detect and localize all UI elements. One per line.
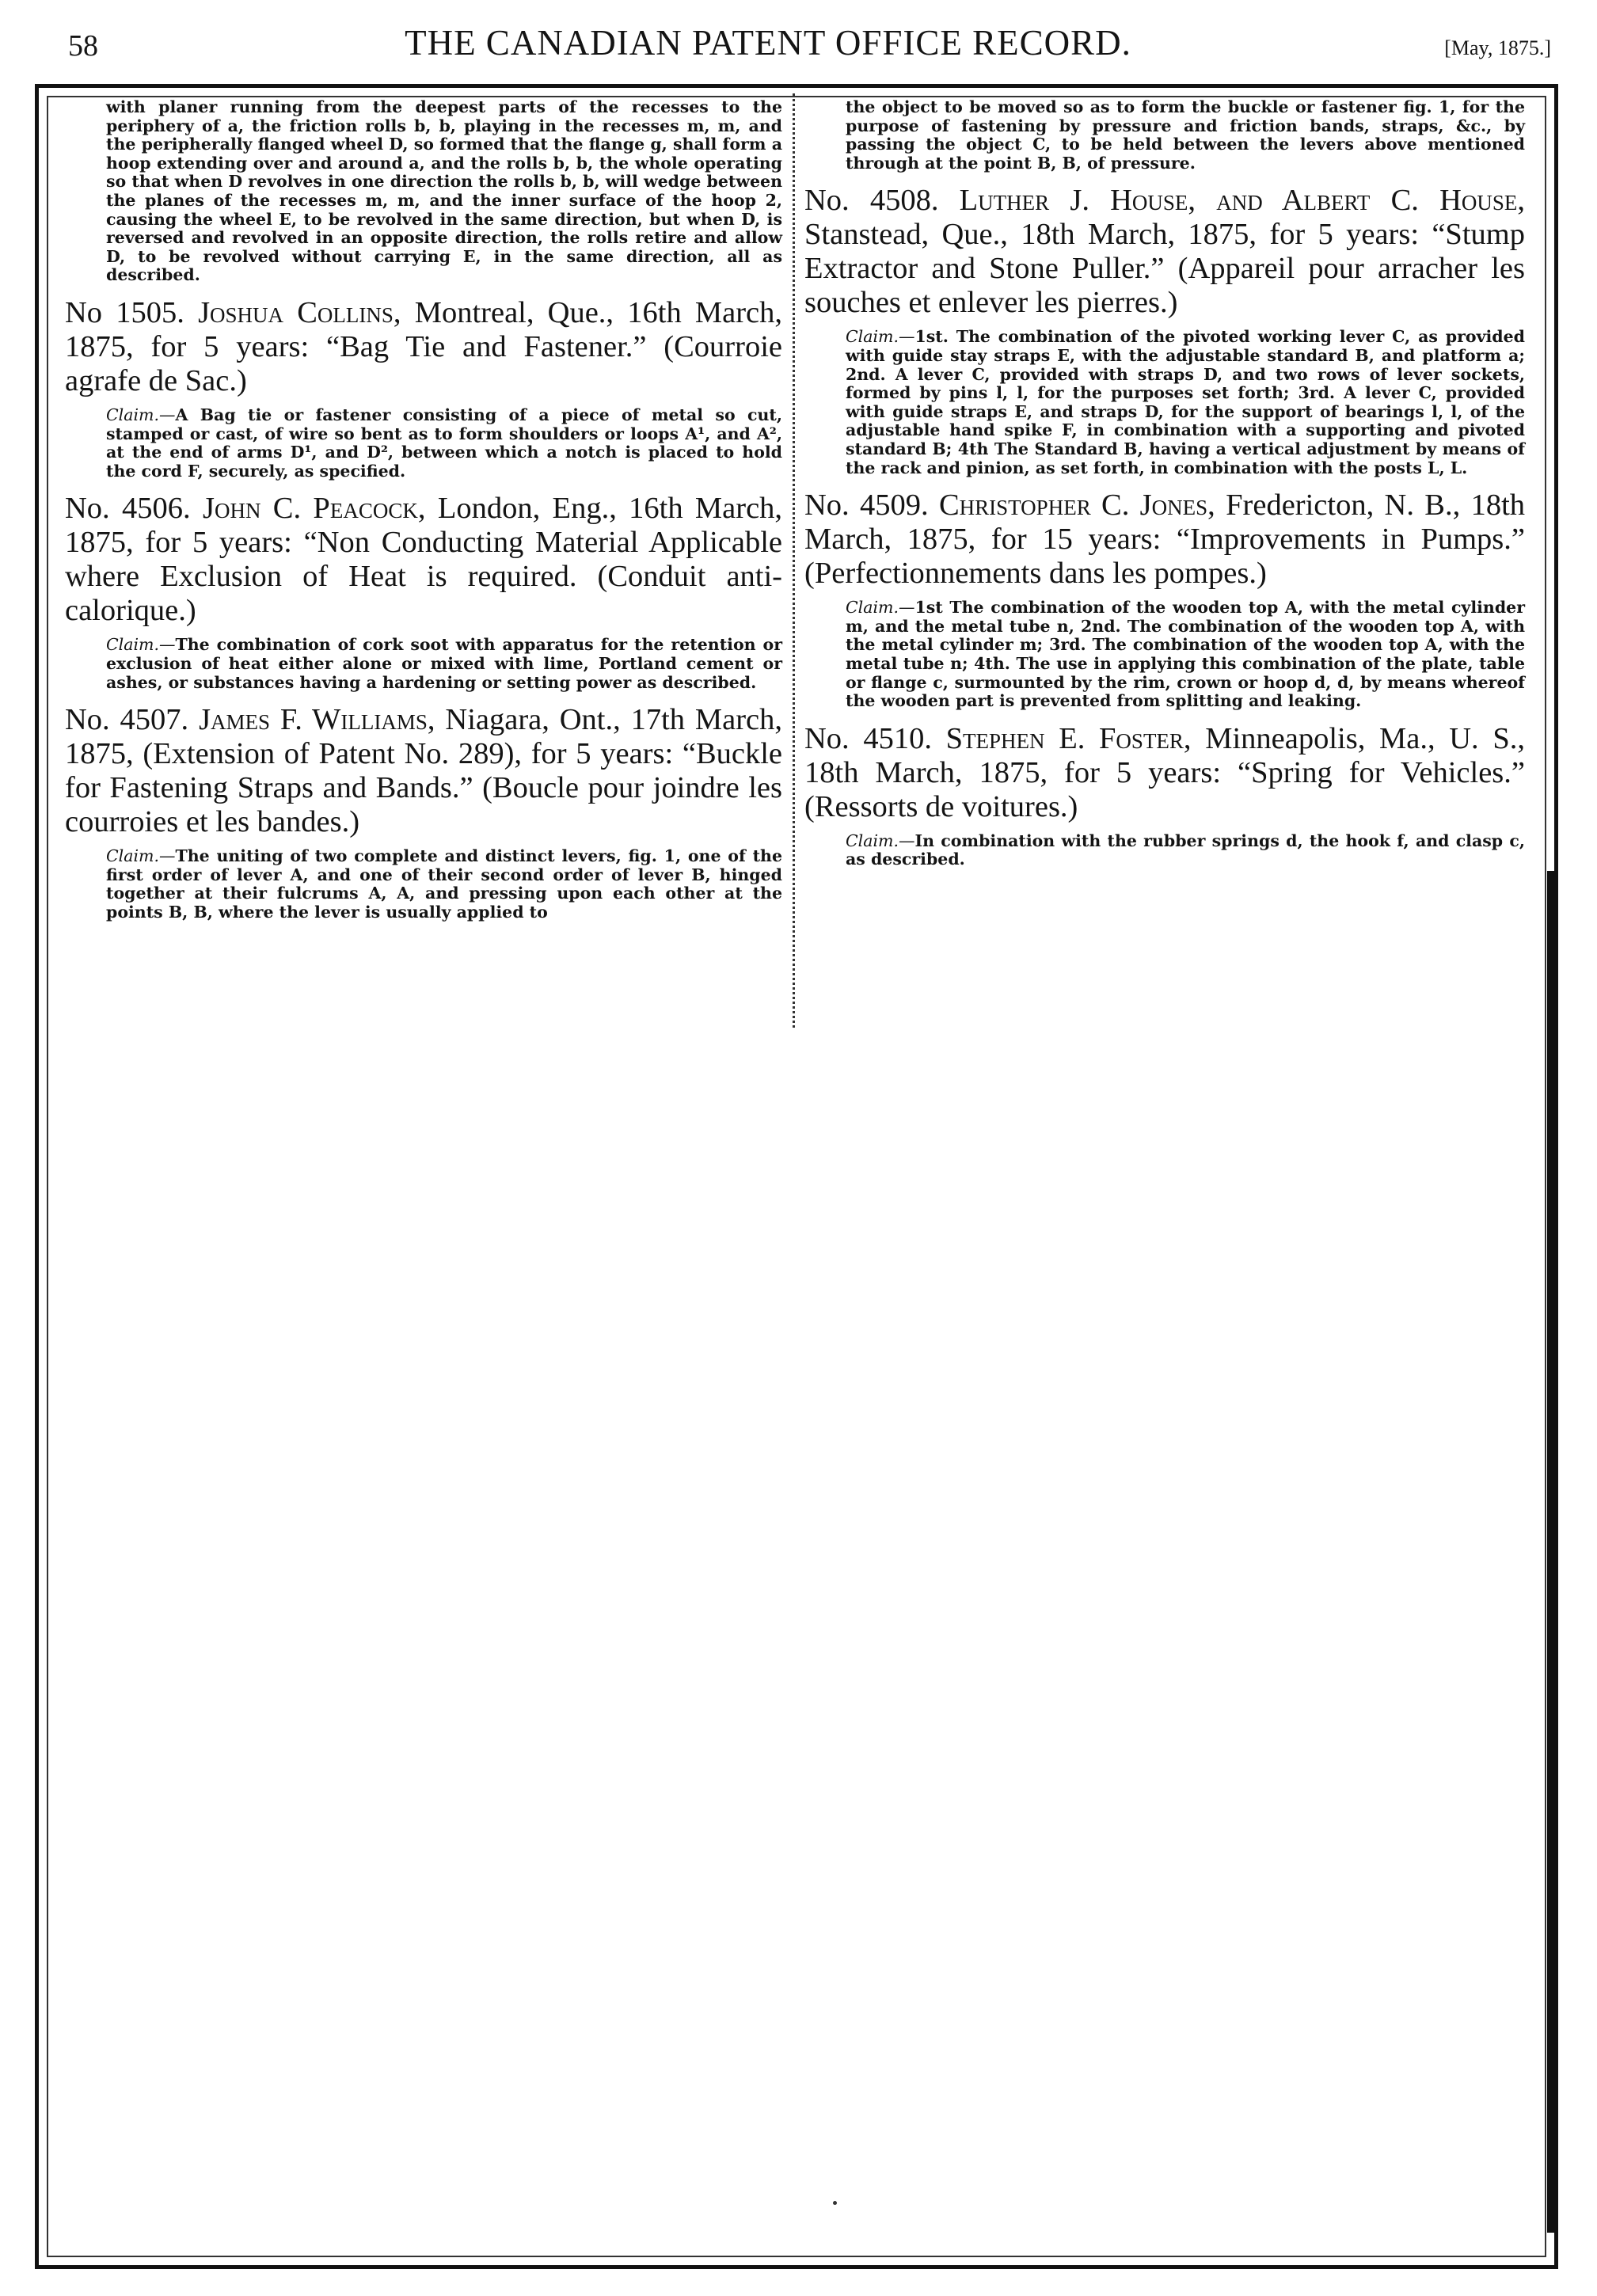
patent-number: No. 4510. <box>804 721 932 755</box>
patentee-name: Joshua Collins, <box>198 295 401 329</box>
patent-entry-4507 <box>65 703 782 839</box>
patent-claim: Claim.—The combination of cork soot with apparatus for the retention or exclusion of heat either alone or mixed with lime, Portland cement or ashes, or substances having a hardening or setting power as described. <box>106 635 782 692</box>
patent-claim: Claim.—1st The combination of the wooden top A, with the metal cylinder m, and the metal tube n, 2nd. The combination of the wooden top A, with the metal cylinder m; 3rd. The combination of the wooden top A, with the metal tube n; 4th. The use in applying this combination of the plate, table or flange c, surmounted by the rim, crown or hoop d, d, by means whereof the wooden part is prevented from splitting and leaking. <box>846 598 1525 711</box>
patent-claim: Claim.—1st. The combination of the pivoted working lever C, as provided with guide stay straps E, with the adjustable standard B, and platform a; 2nd. A lever C, provided with straps D, and two rows of lever sockets, formed by pins l, l, for the purposes set forth; 3rd. A lever C, provided with guide straps E, and straps D, for the support of bearings l, l, of the adjustable hand spike F, in combination with a supporting and pivoted standard B; 4th The Standard B, having a vertical adjustment by means of the rack and pinion, as set forth, in combination with the posts L, L. <box>846 327 1525 477</box>
patent-details: Niagara, Ont., 17th March, 1875, (Extension of Patent No. 289), for 5 years: “Buckle for Fastening Straps and Bands.” (Boucle pour joindre les courroies et les bandes.) <box>65 703 783 839</box>
continued-claim-text: the object to be moved so as to form the buckle or fastener fig. 1, for the purpose of fastening by pressure and friction bands, straps, &c., by passing the object C, to be held between the levers above mentioned through at the point B, B, of pressure. <box>846 97 1525 173</box>
publication-title: THE CANADIAN PATENT OFFICE RECORD. <box>405 23 1131 63</box>
patentee-name: Christopher C. Jones, <box>938 488 1215 523</box>
patentee-name: Luther J. House, and Albert C. House, <box>959 184 1526 218</box>
patent-details: Fredericton, N. B., 18th March, 1875, for 15 years: “Improvements in Pumps.” (Perfectionnements dans les pompes.) <box>804 488 1526 591</box>
print-speck <box>833 2201 837 2205</box>
right-column <box>804 98 1525 1048</box>
page-number: 58 <box>68 29 98 63</box>
patent-details: Montreal, Que., 16th March, 1875, for 5 years: “Bag Tie and Fastener.” (Courroie agrafe de Sac.) <box>65 295 782 397</box>
left-column <box>65 98 782 1048</box>
patent-number: No. 4508. <box>804 184 939 218</box>
patent-claim: Claim.—The uniting of two complete and distinct levers, fig. 1, one of the first order of lever A, and one of their second order of lever B, hinged together at their fulcrums A, A, and pressing upon each other at the points B, B, where the lever is usually applied to <box>106 846 782 922</box>
patent-number: No. 4507. <box>65 703 189 737</box>
patent-entry-4508 <box>804 184 1525 320</box>
patent-details: Stanstead, Que., 18th March, 1875, for 5 years: “Stump Extractor and Stone Puller.” (Appareil pour arracher les souches et enlever les pierres.) <box>804 218 1525 320</box>
column-divider <box>793 93 795 1028</box>
patent-number: No. 4509. <box>804 488 929 523</box>
patent-claim: Claim.—In combination with the rubber springs d, the hook f, and clasp c, as described. <box>846 831 1525 869</box>
patent-entry-4506 <box>65 492 782 628</box>
patent-details: Minneapolis, Ma., U. S., 18th March, 1875, for 5 years: “Spring for Vehicles.” (Ressorts de voitures.) <box>804 721 1525 823</box>
border-shadow <box>1547 871 1557 2233</box>
patent-number: No 1505. <box>65 295 184 329</box>
patentee-name: John C. Peacock, <box>202 492 426 526</box>
patent-details: London, Eng., 16th March, 1875, for 5 years: “Non Conducting Material Applicable where Exclusion of Heat is required. (Conduit anti-calorique.) <box>65 492 783 628</box>
patent-claim: Claim.—A Bag tie or fastener consisting of a piece of metal so cut, stamped or cast, of wire so bent as to form shoulders or loops A¹, and A², at the end of arms D¹, and D², between which a notch is placed to hold the cord F, securely, as specified. <box>106 405 782 481</box>
patent-entry-4505 <box>65 296 782 398</box>
patentee-name: James F. Williams, <box>199 703 435 737</box>
patentee-name: Stephen E. Foster, <box>945 721 1192 755</box>
patent-number: No. 4506. <box>65 492 191 526</box>
page-header <box>0 17 1597 65</box>
issue-date: [May, 1875.] <box>1444 36 1551 59</box>
patent-entry-4510 <box>804 722 1525 824</box>
continued-claim-text: with planer running from the deepest parts of the recesses to the periphery of a, the friction rolls b, b, playing in the recesses m, m, and the peripherally flanged wheel D, so formed that the flange g, shall form a hoop extending over and around a, and the rolls b, b, the whole operating so that when D revolves in one direction the rolls b, b, will wedge between the planes of the recesses m, m, and the inner surface of the hoop 2, causing the wheel E, to be revolved in the same direction, but when D, is reversed and revolved in an opposite direction, the rolls retire and allow D, to be revolved without carrying E, in the same direction, all as described. <box>106 97 782 285</box>
patent-entry-4509 <box>804 488 1525 591</box>
